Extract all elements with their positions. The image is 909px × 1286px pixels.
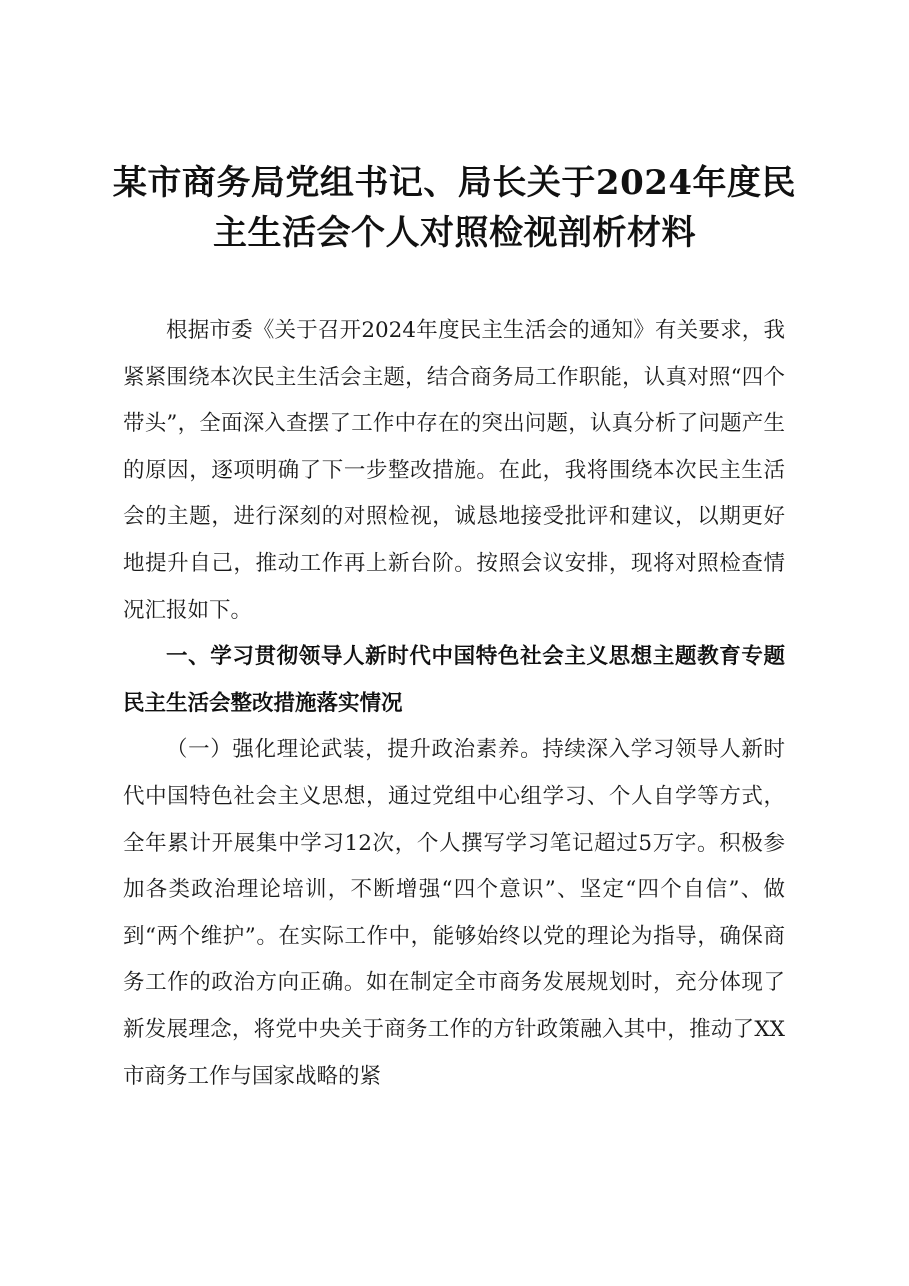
subsection-paragraph: （一）强化理论武装，提升政治素养。持续深入学习领导人新时代中国特色社会主义思想，通过党组中心组学习、个人自学等方式，全年累计开展集中学习12次，个人撰写学习笔记超过5万字。积极参加各类政治理论培训，不断增强“四个意识”、坚定“四个自信”、做到“两个维护”。在实际工作中，能够始终以党的理论为指导，确保商务工作的政治方向正确。如在制定全市商务发展规划时，充分体现了新发展理念，将党中央关于商务工作的方针政策融入其中，推动了XX市商务工作与国家战略的紧 (123, 737, 785, 1089)
document-body (123, 308, 785, 1100)
document-title: 某市商务局党组书记、局长关于2024年度民主生活会个人对照检视剖析材料 (112, 163, 797, 253)
intro-paragraph: 根据市委《关于召开2024年度民主生活会的通知》有关要求，我紧紧围绕本次民主生活会主题，结合商务局工作职能，认真对照“四个带头”，全面深入查摆了工作中存在的突出问题，认真分析了问题产生的原因，逐项明确了下一步整改措施。在此，我将围绕本次民主生活会的主题，进行深刻的对照检视，诚恳地接受批评和建议，以期更好地提升自己，推动工作再上新台阶。按照会议安排，现将对照检查情况汇报如下。 (123, 318, 785, 623)
section-heading: 一、学习贯彻领导人新时代中国特色社会主义思想主题教育专题民主生活会整改措施落实情况 (123, 644, 785, 716)
